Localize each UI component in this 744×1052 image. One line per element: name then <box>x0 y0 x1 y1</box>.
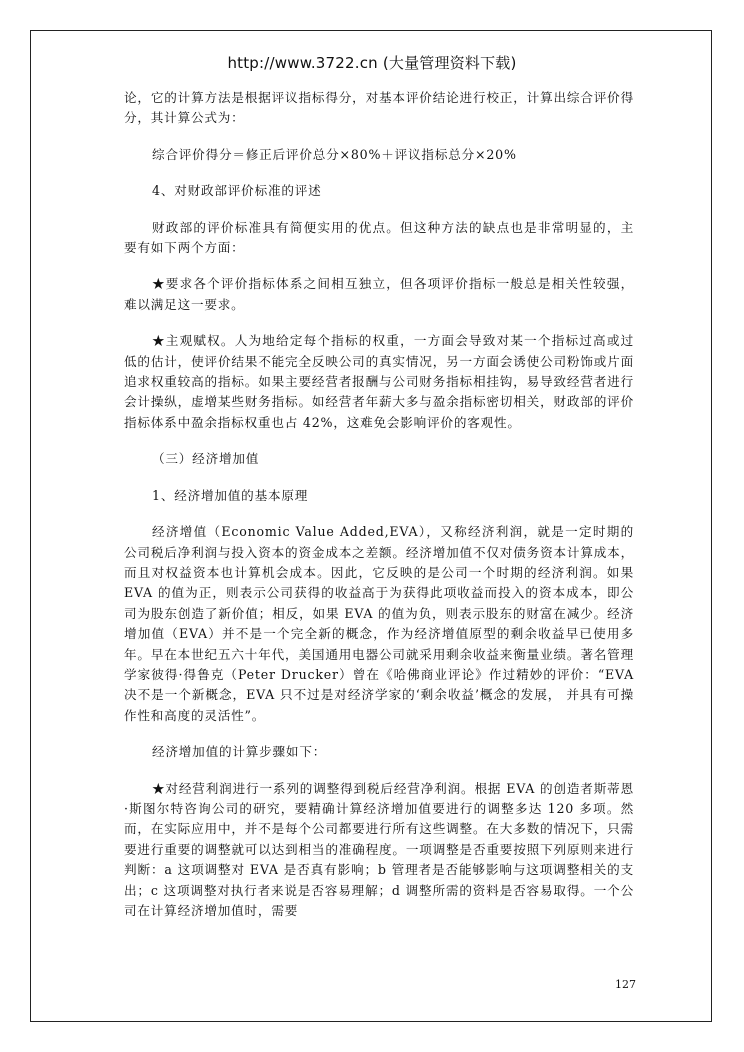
page-number: 127 <box>615 978 636 991</box>
bullet-independence: ★要求各个评价指标体系之间相互独立，但各项评价指标一般总是相关性较强，难以满足这一要求。 <box>124 276 634 312</box>
paragraph-eva-steps-intro: 经济增加值的计算步骤如下： <box>152 744 327 760</box>
section-heading-4: 4、对财政部评价标准的评述 <box>152 183 322 199</box>
paragraph-evaluation-intro: 财政部的评价标准具有简便实用的优点。但这种方法的缺点也是非常明显的，主要有如下两个方面： <box>124 219 634 256</box>
paragraph-eva-definition: 经济增值（Economic Value Added,EVA），又称经济利润，就是一定时期的公司税后净利润与投入资本的资金成本之差额。经济增加值不仅对债务资本计算成本，而且对权益资本也计算机会成本。因此，它反映的是公司一个时期的经济利润。如果 EVA 的值为正，则表示公司获得的收益高于为获得此项收益而投入的资本成本，即公司为股东创造了新价值；相反，如果 EVA 的值为负，则表示股东的财富在减少。经济增加值（EVA）并不是一个完全新的概念，作为经济增值原型的剩余收益早已使用多年。早在本世纪五六十年代，美国通用电器公司就采用剩余收益来衡量业绩。著名管理学家彼得·得鲁克（Peter Drucker）曾在《哈佛商业评论》作过精妙的评价：“EVA 决不是一个新概念，EVA 只不过是对经济学家的‘剩余收益’概念的发展， 并具有可操作性和高度的灵活性”。 <box>124 524 634 723</box>
document-body <box>124 88 634 937</box>
paragraph-continuation: 论，它的计算方法是根据评议指标得分，对基本评价结论进行校正，计算出综合评价得分，其计算公式为： <box>124 90 634 126</box>
page-header-url: http://www.3722.cn (大量管理资料下载) <box>227 54 517 72</box>
bullet-subjective-weight: ★主观赋权。人为地给定每个指标的权重，一方面会导致对某一个指标过高或过低的估计，使评价结果不能完全反映公司的真实情况，另一方面会诱使公司粉饰或片面追求权重较高的指标。如果主要经营者报酬与公司财务指标相挂钩，易导致经营者进行会计操纵，虚增某些财务指标。如经营者年薪大多与盈余指标密切相关，财政部的评价指标体系中盈余指标权重也占 42%，这难免会影响评价的客观性。 <box>124 333 634 430</box>
section-heading-eva: （三）经济增加值 <box>152 451 260 467</box>
formula-line: 综合评价得分＝修正后评价总分×80%＋评议指标总分×20% <box>152 146 517 162</box>
bullet-operating-profit-adjustment: ★对经营利润进行一系列的调整得到税后经营净利润。根据 EVA 的创造者斯蒂恩·斯图尔特咨询公司的研究，要精确计算经济增加值要进行的调整多达 120 多项。然而，在实际应用中，并不是每个公司都要进行所有这些调整。在大多数的情况下，只需要进行重要的调整就可以达到相当的准确程度。一项调整是否重要按照下列原则来进行判断：a 这项调整对 EVA 是否真有影响；b 管理者是否能够影响与这项调整相关的支出；c 这项调整对执行者来说是否容易理解；d 调整所需的资料是否容易取得。一个公司在计算经济增加值时，需要 <box>124 780 634 918</box>
subsection-heading-eva-principle: 1、经济增加值的基本原理 <box>152 487 309 503</box>
